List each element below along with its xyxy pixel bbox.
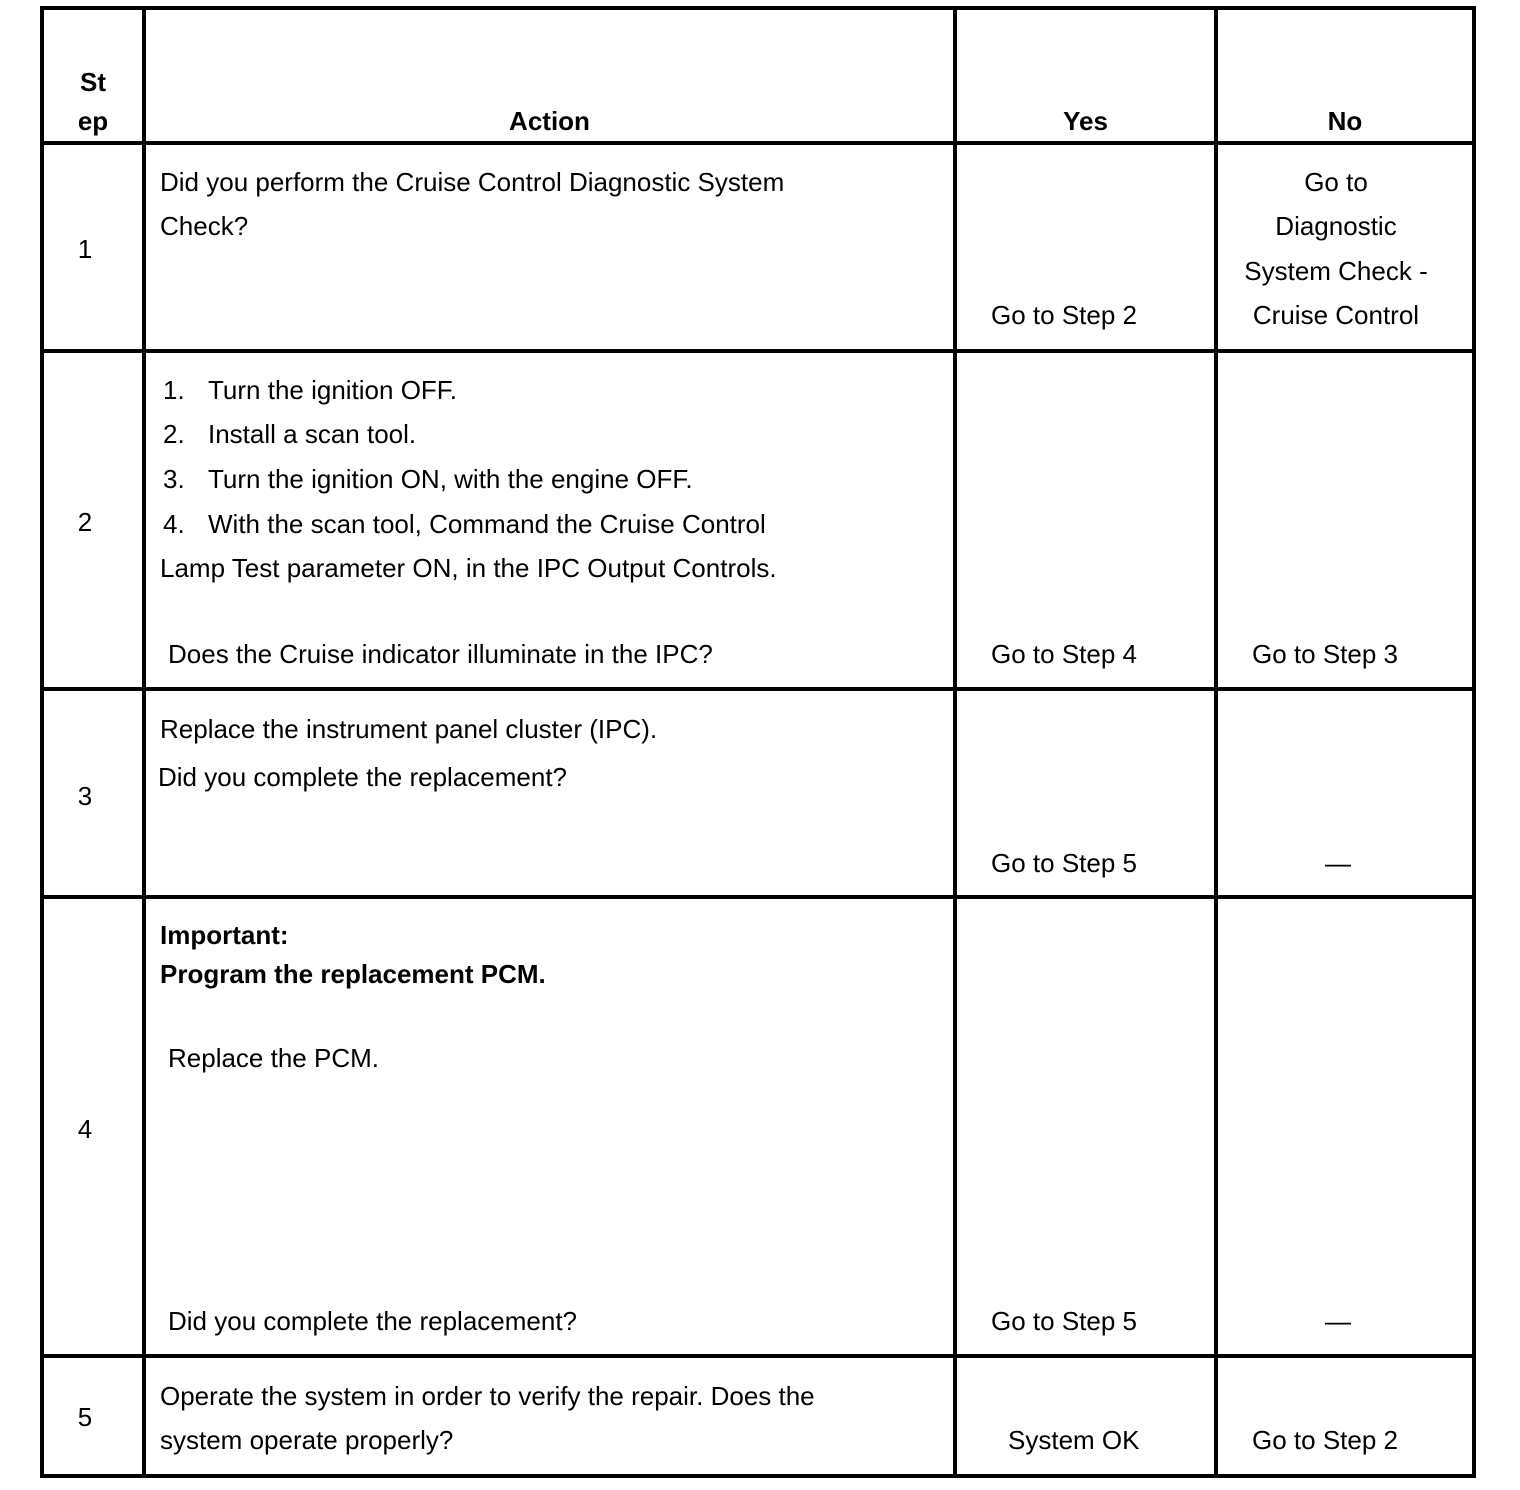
list-item: Turn the ignition OFF. [208, 375, 458, 405]
yes-result: Go to Step 4 [991, 639, 1137, 669]
list-number: 3. [163, 464, 185, 494]
important-label: Important: [160, 920, 289, 950]
list-item-continued: Lamp Test parameter ON, in the IPC Output Controls. [160, 553, 777, 583]
rule [40, 6, 1476, 10]
header-no: No [1327, 106, 1363, 136]
rule [40, 349, 1476, 353]
no-result-line: Diagnostic [1275, 211, 1397, 241]
header-yes: Yes [1063, 106, 1108, 136]
step-number: 5 [77, 1402, 93, 1432]
no-result-line: Go to [1304, 167, 1368, 197]
rule [40, 1354, 1476, 1358]
column-rule [1472, 6, 1476, 1478]
no-result: — [1325, 1306, 1351, 1336]
rule [40, 141, 1476, 145]
list-item: With the scan tool, Command the Cruise Control [208, 509, 766, 539]
question-text: Does the Cruise indicator illuminate in the IPC? [168, 639, 713, 669]
question-text: Did you complete the replacement? [168, 1306, 578, 1336]
no-result: Go to Step 2 [1252, 1425, 1398, 1455]
no-result: Go to Step 3 [1252, 639, 1398, 669]
action-text: Operate the system in order to verify the repair. Does the [160, 1381, 815, 1411]
column-rule [40, 6, 44, 1478]
header-action: Action [509, 106, 590, 136]
header-step-line1: St [80, 67, 106, 97]
action-text: Did you complete the replacement? [158, 762, 568, 792]
list-number: 2. [163, 419, 185, 449]
list-number: 1. [163, 375, 185, 405]
rule [40, 1474, 1476, 1478]
instruction-text: Replace the PCM. [168, 1043, 379, 1073]
yes-result: Go to Step 2 [991, 300, 1137, 330]
column-rule [953, 6, 957, 1478]
no-result: — [1325, 848, 1351, 878]
yes-result: System OK [1008, 1425, 1140, 1455]
action-text: Replace the instrument panel cluster (IPC). [160, 714, 658, 744]
action-text: system operate properly? [160, 1425, 454, 1455]
step-number: 1 [77, 234, 93, 264]
header-step-line2: ep [77, 106, 109, 136]
diagnostic-table [40, 6, 1476, 1478]
action-text: Check? [160, 211, 249, 241]
list-item: Turn the ignition ON, with the engine OFF. [208, 464, 693, 494]
column-rule [142, 6, 146, 1478]
no-result-line: System Check - [1244, 256, 1428, 286]
yes-result: Go to Step 5 [991, 848, 1137, 878]
list-item: Install a scan tool. [208, 419, 417, 449]
rule [40, 895, 1476, 899]
action-text: Did you perform the Cruise Control Diagnostic System [160, 167, 785, 197]
rule [40, 687, 1476, 691]
no-result-line: Cruise Control [1252, 300, 1420, 330]
step-number: 2 [77, 507, 93, 537]
important-text: Program the replacement PCM. [160, 959, 546, 989]
list-number: 4. [163, 509, 185, 539]
step-number: 4 [77, 1114, 93, 1144]
yes-result: Go to Step 5 [991, 1306, 1137, 1336]
step-number: 3 [77, 781, 93, 811]
